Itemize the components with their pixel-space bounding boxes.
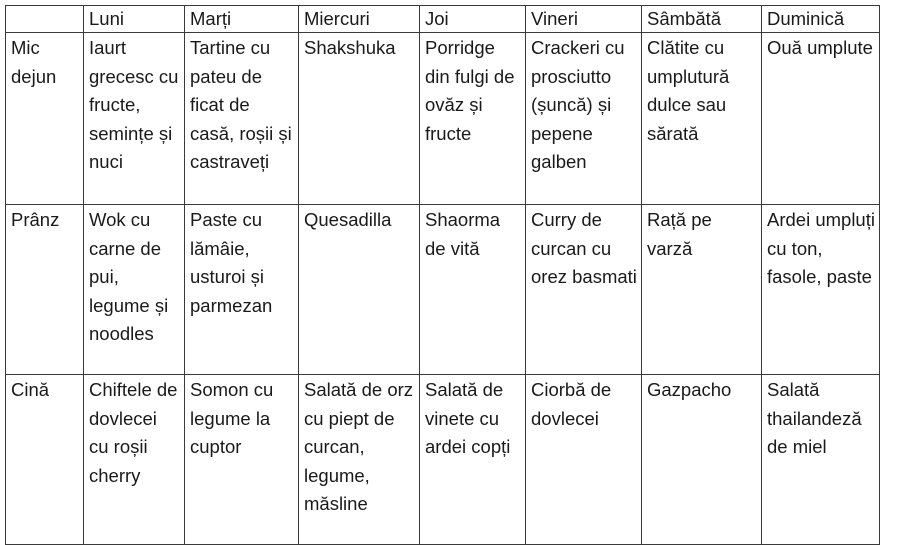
table-cell: Salată de vinete cu ardei copți	[420, 375, 526, 545]
table-cell: Crackeri cu prosciutto (șuncă) și pepene galben	[526, 33, 642, 205]
table-cell: Paste cu lămâie, usturoi și parmezan	[185, 205, 299, 375]
meal-label-breakfast: Mic dejun	[6, 33, 84, 205]
table-cell: Salată de orz cu piept de curcan, legume, măsline	[299, 375, 420, 545]
table-cell: Tartine cu pateu de ficat de casă, roșii și castraveți	[185, 33, 299, 205]
day-header-thursday: Joi	[420, 6, 526, 33]
day-header-tuesday: Marți	[185, 6, 299, 33]
meal-label-dinner: Cină	[6, 375, 84, 545]
table-cell: Clătite cu umplutură dulce sau sărată	[642, 33, 762, 205]
table-cell: Ardei umpluți cu ton, fasole, paste	[762, 205, 880, 375]
table-cell: Gazpacho	[642, 375, 762, 545]
table-cell: Somon cu legume la cuptor	[185, 375, 299, 545]
day-header-friday: Vineri	[526, 6, 642, 33]
table-cell: Chiftele de dovlecei cu roșii cherry	[84, 375, 185, 545]
table-cell: Wok cu carne de pui, legume și noodles	[84, 205, 185, 375]
weekly-meal-plan-table	[5, 5, 880, 545]
table-cell: Shakshuka	[299, 33, 420, 205]
meal-plan-container	[5, 5, 880, 545]
table-row-dinner	[6, 375, 880, 545]
table-cell: Salată thailandeză de miel	[762, 375, 880, 545]
day-header-wednesday: Miercuri	[299, 6, 420, 33]
table-cell: Shaorma de vită	[420, 205, 526, 375]
table-row-breakfast	[6, 33, 880, 205]
day-header-saturday: Sâmbătă	[642, 6, 762, 33]
table-row-lunch	[6, 205, 880, 375]
day-header-sunday: Duminică	[762, 6, 880, 33]
table-cell: Curry de curcan cu orez basmati	[526, 205, 642, 375]
day-header-monday: Luni	[84, 6, 185, 33]
table-cell: Rață pe varză	[642, 205, 762, 375]
meal-label-lunch: Prânz	[6, 205, 84, 375]
header-row	[6, 6, 880, 33]
table-cell: Ouă umplute	[762, 33, 880, 205]
table-cell: Porridge din fulgi de ovăz și fructe	[420, 33, 526, 205]
table-cell: Quesadilla	[299, 205, 420, 375]
corner-cell	[6, 6, 84, 33]
table-cell: Iaurt grecesc cu fructe, semințe și nuci	[84, 33, 185, 205]
table-cell: Ciorbă de dovlecei	[526, 375, 642, 545]
